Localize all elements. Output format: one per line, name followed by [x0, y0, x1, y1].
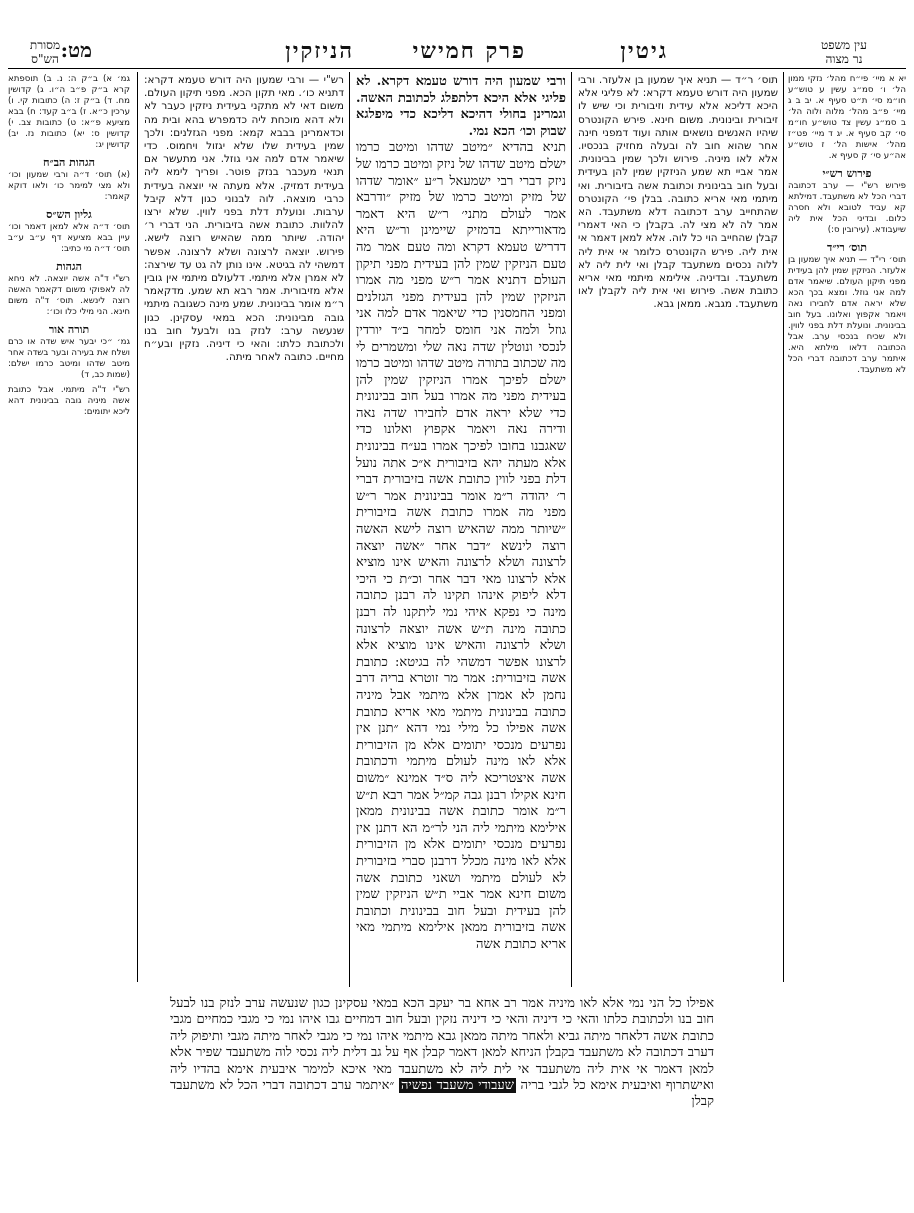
tosafot-rid-text: תוס׳ רי"ד — תניא איך שמעון בן אלעזר. הניזקין שמין להן בעידית מפני תיקון העולם. שיאמר אדם למה אני גוזל. ומצא בכך הכא שלא יראה אדם לחבירו נאה ויאמר אקפוץ ואלונו. בעל חוב בבינונית. ונועלת דלת בפני לווין. ולא שכיח בנכסי ערב. אבל הכתובה דלאו מילתא היא. איתמר ערב דכתובה דברי הכל לא משתעבד.	[788, 255, 906, 375]
divider-left	[137, 72, 138, 982]
masoret-column	[8, 74, 130, 774]
rashi-inner-text: פירוש רש"י — ערב דכתובה דברי הכל לא משתעבד. דמילתא קא עביד לטובא ולא חסרה כלום. ובדיני הכל אית ליה שיעבודא. (עירובין ס:)	[788, 181, 906, 235]
rashi-column	[144, 74, 344, 989]
hagahot-bach-heading: הגהות הב״ח	[43, 156, 95, 169]
masoret-text: גמ׳ א) ב״ק ה: נ. ב) תוספתא קרא ב״ק פ״ב ה״ו. ג) קדושין מח. ד) ב״ק ז: ה) כתובות קי. ו) ערכין כ״א. ז) ב״ב קעד: ח) בבא מציעא פ״א: ט) כתובות צב. י) קדושין ס: יא) כתובות נז. יב) קדושין יג:	[8, 74, 130, 150]
chapter-title: פרק חמישי	[412, 38, 526, 64]
highlighted-phrase: שעבודי משעבד נפשיה	[400, 1078, 514, 1094]
ein-mishpat-column	[788, 74, 906, 979]
bottom-gemara-end: ״איתמר ערב דכתובה דברי הכל לא משתעבד קבלן	[170, 1078, 714, 1110]
mishnah-text: ורבי שמעון היה דורש טעמא דקרא. לא פליגי אלא היכא דלתפלג לכתובת האשה. וגמרינן בחולי דהיכא דליכא כדי מיפלגא שבוק וכו׳ הכא נמי.	[356, 74, 566, 139]
tractate-title: גיטין	[620, 38, 668, 64]
divider-right	[783, 72, 784, 982]
masoret-heading: מסורת הש"ס	[29, 38, 61, 66]
rashi-extra-text: רש"י ד"ה מיתמי. אבל כתובת אשה מיניה גובה בבינונית דהא ליכא יתומים:	[8, 385, 130, 417]
torah-or-heading: תורה אור	[48, 323, 90, 336]
running-title: הניזקין	[285, 38, 354, 64]
torah-or-text: גמ׳ ״כי יבער איש שדה או כרם ושלח את בעירה ובער בשדה אחר מיטב שדהו ומיטב כרמו ישלם: (שמות כב, ד)	[8, 337, 130, 380]
bottom-gemara-text: אפילו כל הני נמי אלא לאו מיניה אמר רב אחא בר יעקב הכא במאי עסקינן כגון שנעשה ערב לנזק בנו לבעל חוב בנו ולכתובת כלתו והאי כי דיניה והאי כי דיניה נזקין ובעל חוב דמחיים גבו איהו נמי כי מגבי כמחיים מגבי כתובת אשה דלאחר מיתה גביא ולאחר מיתה ממאן גבא מיתמי איהו נמי כי מגבי לאחר מיתה מגבי ותיפוק ליה דערב דכתובה לא משתעבד בקבלן הניחא למאן דאמר קבלן אף על גב דלית ליה נכסי לוה משתעבד שפיר אלא למאן דאמר אי אית ליה משתעבד אי לית ליה לא משתעבד מאי איכא למימר איבעית אימא בהדיו ליה ואישתרוף ואיבעית אימא כל לגבי בריה	[170, 996, 714, 1094]
hagahot-bach-text: (א) תוס׳ ד״ה ורבי שמעון וכו׳ ולא מצי למימר כו׳ ולאו דוקא קאמר:	[8, 170, 130, 202]
divider-rashi	[349, 72, 350, 987]
gilyon-heading: גליון הש״ס	[46, 208, 92, 221]
header-rule	[8, 68, 906, 69]
page-header	[0, 38, 914, 66]
gemara-text: תניא בהדיא ״מיטב שדהו ומיטב כרמו ישלם מיטב שדהו של ניזק ומיטב כרמו של ניזק דברי רבי ישמעאל ר״ע ״אומר שדהו של מזיק ומיטב כרמו של מזיק ״ודרבא אמר לעולם מתני׳ ר״ש היא דאמר מדאורייתא בדמזיק שיימינן ור״ש היא דדריש טעמא דקרא ומה טעם אמר מה טעם הניזקין שמין להן בעידית מפני תיקון העולם דתניא אמר ר״ש מפני מה אמרו הניזקין שמין להן בעידית מפני הגזלנים ומפני החמסנין כדי שיאמר אדם למה אני גוזל ולמה אני חומס למחר ב״ד יורדין לנכסי ונוטלין שדה נאה שלי ומשמרים לי מה שכתוב בתורה מיטב שדהו ומיטב כרמו ישלם לפיכך אמרו הניזקין שמין להן בעידית מפני מה אמרו בעל חוב בבינונית כדי שלא יראה אדם לחבירו שדה נאה ודירה נאה ויאמר אקפוץ ואלונו כדי שאגבנו בחובו לפיכך אמרו בע״ח בבינונית אלא מעתה יהא בזיבורית א״כ אתה נועל דלת בפני לווין כתובת אשה בזיבורית דברי ר׳ יהודה ר״מ אומר בבינונית אמר ר״ש מפני מה אמרו כתובת אשה בזיבורית ״שיותר ממה שהאיש רוצה לישא האשה רוצה לינשא ״דבר אחר ״אשה יוצאה לרצונה ושלא לרצונה והאיש אינו מוציא אלא לרצונו מאי דבר אחר וכ״ת כי היכי דלא ליפוק אינהו תקינו לה רבנן כתובה מינה כי נפקא איהי נמי ליתקנו לה רבנן כתובה מינה ת״ש אשה יוצאה לרצונה ושלא לרצונה והאיש אינו מוציא אלא לרצונו אפשר דמשהי לה בגיטא: כתובת אשה בזיבורית: אמר מר זוטרא בריה דרב נחמן לא אמרן אלא מיתמי אבל מיניה כתובה בבינונית מיתמי מאי אריא כתובת אשה אפילו כל מילי נמי דהא ״תנן אין נפרעים מנכסי יתומים אלא מן הזיבורית אלא לאו מינה לעולם מיתמי ודכתובת אשה איצטריכא ליה ס״ד אמינא ״משום חינא אקילו רבנן גבה קמ״ל אמר רבא ת״ש ר״מ אומר כתובת אשה בבינונית ממאן אילימא מיתמי ליה הני לר״מ הא דתנן אין נפרעים מנכסי יתומים אלא מן הזיבורית אלא לאו מינה מכלל דרבנן סברי בזיבורית לא לעולם מיתמי ושאני כתובת אשה משום חינא אמר אביי ת״ש הניזקין שמין להן בעידית ובעל חוב בבינונית וכתובת אשה בזיבורית ממאן אילימא מיתמי מאי אריא כתובת אשה	[356, 140, 566, 952]
tosafot-rid-heading: תוס׳ רי״ד	[827, 241, 867, 254]
ein-mishpat-text: יא א מיי׳ פי״ח מהל׳ נזקי ממון הל׳ ו׳ סמ״ג עשין ע טוש״ע חו״מ סי׳ ת״ט סעיף א. יב ב ג מיי׳ פ״ב מהל׳ מלוה ולוה הל׳ ב סמ״ג עשין צד טוש״ע חו״מ סי׳ קב סעיף א. יג ד מיי׳ פט״ז מהל׳ אישות הל׳ ז טוש״ע אה״ע סי׳ ק סעיף א.	[788, 74, 906, 161]
ein-mishpat-heading: עין משפט נר מצוה	[821, 38, 867, 66]
hagahot-text: רש"י ד"ה אשה יוצאה. לא ניחא לה לאפוקי משום דקאמר האשה רוצה לינשא. תוס׳ ד"ה משום חינא. הני מילי כלו וכו׳:	[8, 274, 130, 317]
bottom-gemara-block	[170, 996, 714, 1111]
rashi-text: רש"י — ורבי שמעון היה דורש טעמא דקרא: דתניא כו׳. מאי תקון הכא. מפני תיקון העולם. משום דאי לא מתקני בעידית ניזקין כעבר לא ולא דהא מוכחת ליה כדמפרש בהא ובית מה וכדאמרינן בבבא קמא: מפני הגזלנים: ולכך שמין בעידית שלו שלא יגזול ויחמוס. כדי שיאמר אדם למה אני גוזל. אני מתעשר אם תנאי מעכבר בנזק פוטר. ופריך לימא ליה בעידית דמזיק. אלא מעתה אי יוצאה בעידית כרבי מוצאה. לוה לבנוני כגון דלא קיבל ערבות. ונועלת דלת בפני לווין. שלא ירצו להלוות. כתובת אשה בזיבורית. הני דברי ר׳ יהודה. שיותר ממה שהאיש רוצה לישא. פירוש. יוצאה לרצונה ושלא לרצונה. אפשר דמשהי לה בגיטא. אינו נותן לה גט עד שירצה: לא אמרן אלא מיתמי. דלעולם מיתמי אין גובין אלא מזיבורית. אמר רבא תא שמע. מדקאמר ר״מ אומר בבינונית. שמע מינה כשגובה מיתמי גובה מבינונית: הכא במאי עסקינן. כגון שנעשה ערב: לנזק בנו ולבעל חוב בנו ולכתובת כלתו: והאי כי דיניה. נזקין ובע״ח מחיים. כתובה לאחר מיתה.	[144, 74, 344, 364]
page-number: מט:	[60, 38, 92, 62]
tosafot-text: תוס׳ ר״ד — תניא איך שמעון בן אלעזר. ורבי שמעון היה דורש טעמא דקרא: לא פליגי אלא היכא דליכא אלא עידית וזיבורית וכי שיש לו זיבורית ובינונית. משום חינא. פירש הקונטרס שיהיו האנשים נושאים אותה ועוד דמפני חינה אחר שהוא חוב לה ובעלה מחזיק בנכסיו. אלא לאו מיניה. פירוש ולכך שמין בבינונית. אמר אביי תא שמע הניזקין שמין להן בעידית ובעל חוב בבינונית וכתובת אשה בזיבורית. ואי מיתמי מאי אריא כתובה. בבלן פי׳ הקונטרס שהתחייב ערב דכתובה דלא משתעבד. הא אמר לה לא מצי לה. בקבלן כי האי דאמרי קבלן שהחייב הוי כל לוה. אלא למאן דאמר אי אית ליה. פירש הקונטרס כלומר אי אית ליה ללוה נכסים משתעבד קבלן ואי לית ליה לא משתעבד. ובדיניה. אילימא מיתמי מאי אריא כתובת אשה. פירוש ואי אית ליה לקבלן לאו משתעבד. מגבא. ממאן גבא.	[578, 74, 778, 311]
rashi-heading: פירוש רש״י	[822, 167, 872, 180]
gemara-column	[356, 74, 566, 989]
hagahot-heading: הגהות	[56, 260, 82, 273]
tosafot-column	[578, 74, 778, 984]
divider-tosafot	[571, 72, 572, 987]
gilyon-text: תוס׳ ד״ה אלא למאן דאמר וכו׳ עיין בבא מציעא דף ע״ב ע״ב תוס׳ ד״ה מי כתיב:	[8, 222, 130, 254]
